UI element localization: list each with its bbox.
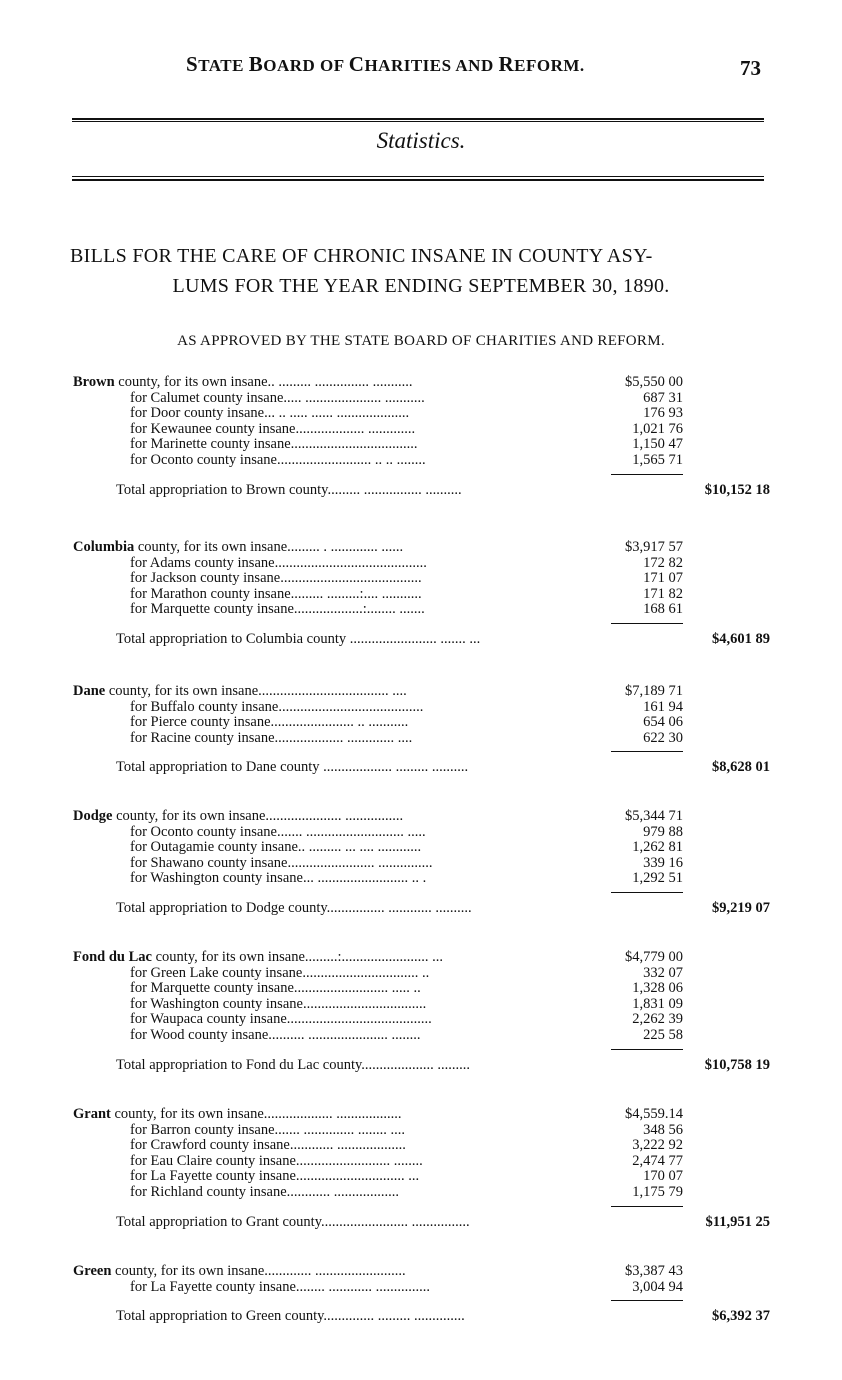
own-amount: $7,189 71 <box>625 683 683 699</box>
sub-row-label: for Waupaca county insane........................................ <box>130 1011 432 1028</box>
county-name: Columbia <box>73 539 138 555</box>
own-amount: $4,559.14 <box>625 1106 683 1122</box>
main-title-line2: LUMS FOR THE YEAR ENDING SEPTEMBER 30, 1890. <box>172 275 670 297</box>
sub-row-label: for Richland county insane............ .................. <box>130 1184 400 1200</box>
sub-row-amount: 622 30 <box>643 729 683 746</box>
total-amount: $6,392 37 <box>712 1308 770 1325</box>
sub-row-amount: 1,565 71 <box>632 452 683 468</box>
total-label: Total appropriation to Green county.............. ......... .............. <box>116 1308 465 1325</box>
main-title-line1: BILLS FOR THE CARE OF CHRONIC INSANE IN COUNTY ASY- <box>70 245 653 267</box>
sub-row-amount: 1,831 09 <box>632 995 683 1012</box>
total-label: Total appropriation to Grant county........................ ................ <box>116 1213 470 1230</box>
county-name: Dane <box>73 683 109 699</box>
sub-row-label: for Washington county insane... ......................... .. . <box>130 870 427 887</box>
total-label: Total appropriation to Columbia county ........................ ....... ... <box>116 631 481 647</box>
bottom-rule <box>72 179 764 181</box>
sub-row-label: for Wood county insane.......... ...................... ........ <box>130 1027 421 1043</box>
sub-row-amount: 3,222 92 <box>632 1137 683 1154</box>
sub-row-amount: 654 06 <box>643 714 683 731</box>
subtotal-rule <box>611 1300 683 1301</box>
sub-row-amount: 3,004 94 <box>632 1278 683 1295</box>
own-amount: $3,917 57 <box>625 539 683 555</box>
sub-row-label: for Jackson county insane....................................... <box>130 570 422 587</box>
county-own-label <box>73 949 598 965</box>
own-amount: $3,387 43 <box>625 1263 683 1279</box>
own-amount: $5,344 71 <box>625 808 683 824</box>
total-label: Total appropriation to Brown county......... ................ .......... <box>116 481 462 498</box>
sub-row-amount: 339 16 <box>643 854 683 871</box>
total-label: Total appropriation to Dane county ................... ......... .......... <box>116 759 469 776</box>
sub-row-label: for Outagamie county insane.. ......... ... .... ............ <box>130 839 422 856</box>
page-number: 73 <box>740 56 761 80</box>
own-insane-text: county, for its own insane..................... ................ <box>116 808 404 824</box>
sub-row-amount: 171 82 <box>643 585 683 602</box>
own-insane-text: county, for its own insane.................................... .... <box>108 683 407 699</box>
top-rule <box>72 118 764 120</box>
total-amount: $11,951 25 <box>705 1213 770 1230</box>
top-rule-thin <box>72 121 764 122</box>
sub-row-label: for Marquette county insane...................:........ ....... <box>130 601 425 618</box>
subtotal-rule <box>611 751 683 752</box>
section-title: Statistics. <box>376 128 466 153</box>
sub-row-label: for Door county insane... .. ..... ...... .................... <box>130 405 410 422</box>
county-name: Fond du Lac <box>73 949 156 965</box>
bottom-rule-thin <box>72 176 764 177</box>
own-insane-text: county, for its own insane.........:........................ ... <box>155 949 444 965</box>
sub-row-label: for Racine county insane................... ............. .... <box>130 729 413 746</box>
sub-row-label: for Marathon county insane......... .........:.... ........... <box>130 585 422 602</box>
total-amount: $10,758 19 <box>704 1056 770 1073</box>
sub-row-amount: 176 93 <box>643 405 683 422</box>
sub-row-amount: 1,021 76 <box>632 420 683 437</box>
total-label: Total appropriation to Dodge county................ ............ .......... <box>116 900 472 916</box>
sub-row-label: for Kewaunee county insane................... ............. <box>130 420 416 437</box>
subtotal-rule <box>611 474 683 475</box>
subtotal-rule <box>611 1206 683 1207</box>
county-own-label <box>73 808 598 824</box>
sub-row-amount: 1,175 79 <box>632 1184 683 1200</box>
county-name: Green <box>73 1263 116 1279</box>
county-name: Grant <box>73 1106 115 1122</box>
sub-row-label: for Shawano county insane........................ ............... <box>130 854 433 871</box>
own-insane-text: county, for its own insane............. ......................... <box>115 1263 406 1279</box>
running-header: STATE BOARD OF CHARITIES AND REFORM. <box>186 52 585 76</box>
sub-row-label: for Marquette county insane.......................... ..... .. <box>130 980 421 997</box>
sub-row-label: for Eau Claire county insane.......................... ........ <box>130 1152 423 1169</box>
sub-row-amount: 170 07 <box>643 1168 683 1185</box>
sub-row-amount: 171 07 <box>643 570 683 587</box>
sub-row-label: for Barron county insane....... .............. ........ .... <box>130 1121 406 1138</box>
sub-row-amount: 161 94 <box>643 698 683 715</box>
sub-row-label: for Green Lake county insane................................ .. <box>130 964 430 981</box>
sub-row-label: for Crawford county insane............ ................... <box>130 1137 406 1154</box>
sub-row-label: for Oconto county insane.......................... .. .. ........ <box>130 452 426 468</box>
sub-row-amount: 1,292 51 <box>632 870 683 887</box>
county-own-label <box>73 1263 598 1279</box>
county-name: Brown <box>73 374 119 390</box>
sub-row-amount: 2,474 77 <box>632 1152 683 1169</box>
sub-row-amount: 2,262 39 <box>632 1011 683 1028</box>
sub-row-amount: 687 31 <box>643 389 683 406</box>
total-amount: $10,152 18 <box>704 481 770 498</box>
own-insane-text: county, for its own insane......... . ............. ...... <box>137 539 404 555</box>
subtotal-rule <box>611 892 683 893</box>
sub-row-amount: 1,150 47 <box>632 436 683 453</box>
total-amount: $4,601 89 <box>712 631 770 647</box>
sub-row-label: for Buffalo county insane........................................ <box>130 698 424 715</box>
county-own-label <box>73 683 598 699</box>
subtotal-rule <box>611 1049 683 1050</box>
sub-row-label: for La Fayette county insane.............................. ... <box>130 1168 420 1185</box>
subtitle: AS APPROVED BY THE STATE BOARD OF CHARITIES AND REFORM. <box>177 333 665 349</box>
county-own-label <box>73 1106 598 1122</box>
subtotal-rule <box>611 623 683 624</box>
sub-row-amount: 1,328 06 <box>632 980 683 997</box>
own-insane-text: county, for its own insane................... .................. <box>114 1106 402 1122</box>
total-amount: $8,628 01 <box>712 759 770 776</box>
sub-row-label: for La Fayette county insane........ ............ ............... <box>130 1278 431 1295</box>
sub-row-amount: 979 88 <box>643 823 683 840</box>
total-label: Total appropriation to Fond du Lac county.................... ......... <box>116 1056 471 1073</box>
sub-row-label: for Pierce county insane....................... .. ........... <box>130 714 409 731</box>
own-amount: $4,779 00 <box>625 949 683 965</box>
sub-row-label: for Calumet county insane..... ..................... ........... <box>130 389 425 406</box>
sub-row-label: for Oconto county insane....... ........................... ..... <box>130 823 426 840</box>
sub-row-amount: 348 56 <box>643 1121 683 1138</box>
sub-row-label: for Marinette county insane................................... <box>130 436 418 453</box>
own-amount: $5,550 00 <box>625 374 683 390</box>
sub-row-label: for Adams county insane.......................................... <box>130 554 427 571</box>
sub-row-label: for Washington county insane.................................. <box>130 995 427 1012</box>
sub-row-amount: 1,262 81 <box>632 839 683 856</box>
own-insane-text: county, for its own insane.. ......... ............... ........... <box>118 374 413 390</box>
sub-row-amount: 332 07 <box>643 964 683 981</box>
county-own-label <box>73 374 598 390</box>
sub-row-amount: 172 82 <box>643 554 683 571</box>
sub-row-amount: 168 61 <box>643 601 683 618</box>
county-name: Dodge <box>73 808 117 824</box>
sub-row-amount: 225 58 <box>643 1027 683 1043</box>
county-own-label <box>73 539 598 555</box>
total-amount: $9,219 07 <box>712 900 770 916</box>
